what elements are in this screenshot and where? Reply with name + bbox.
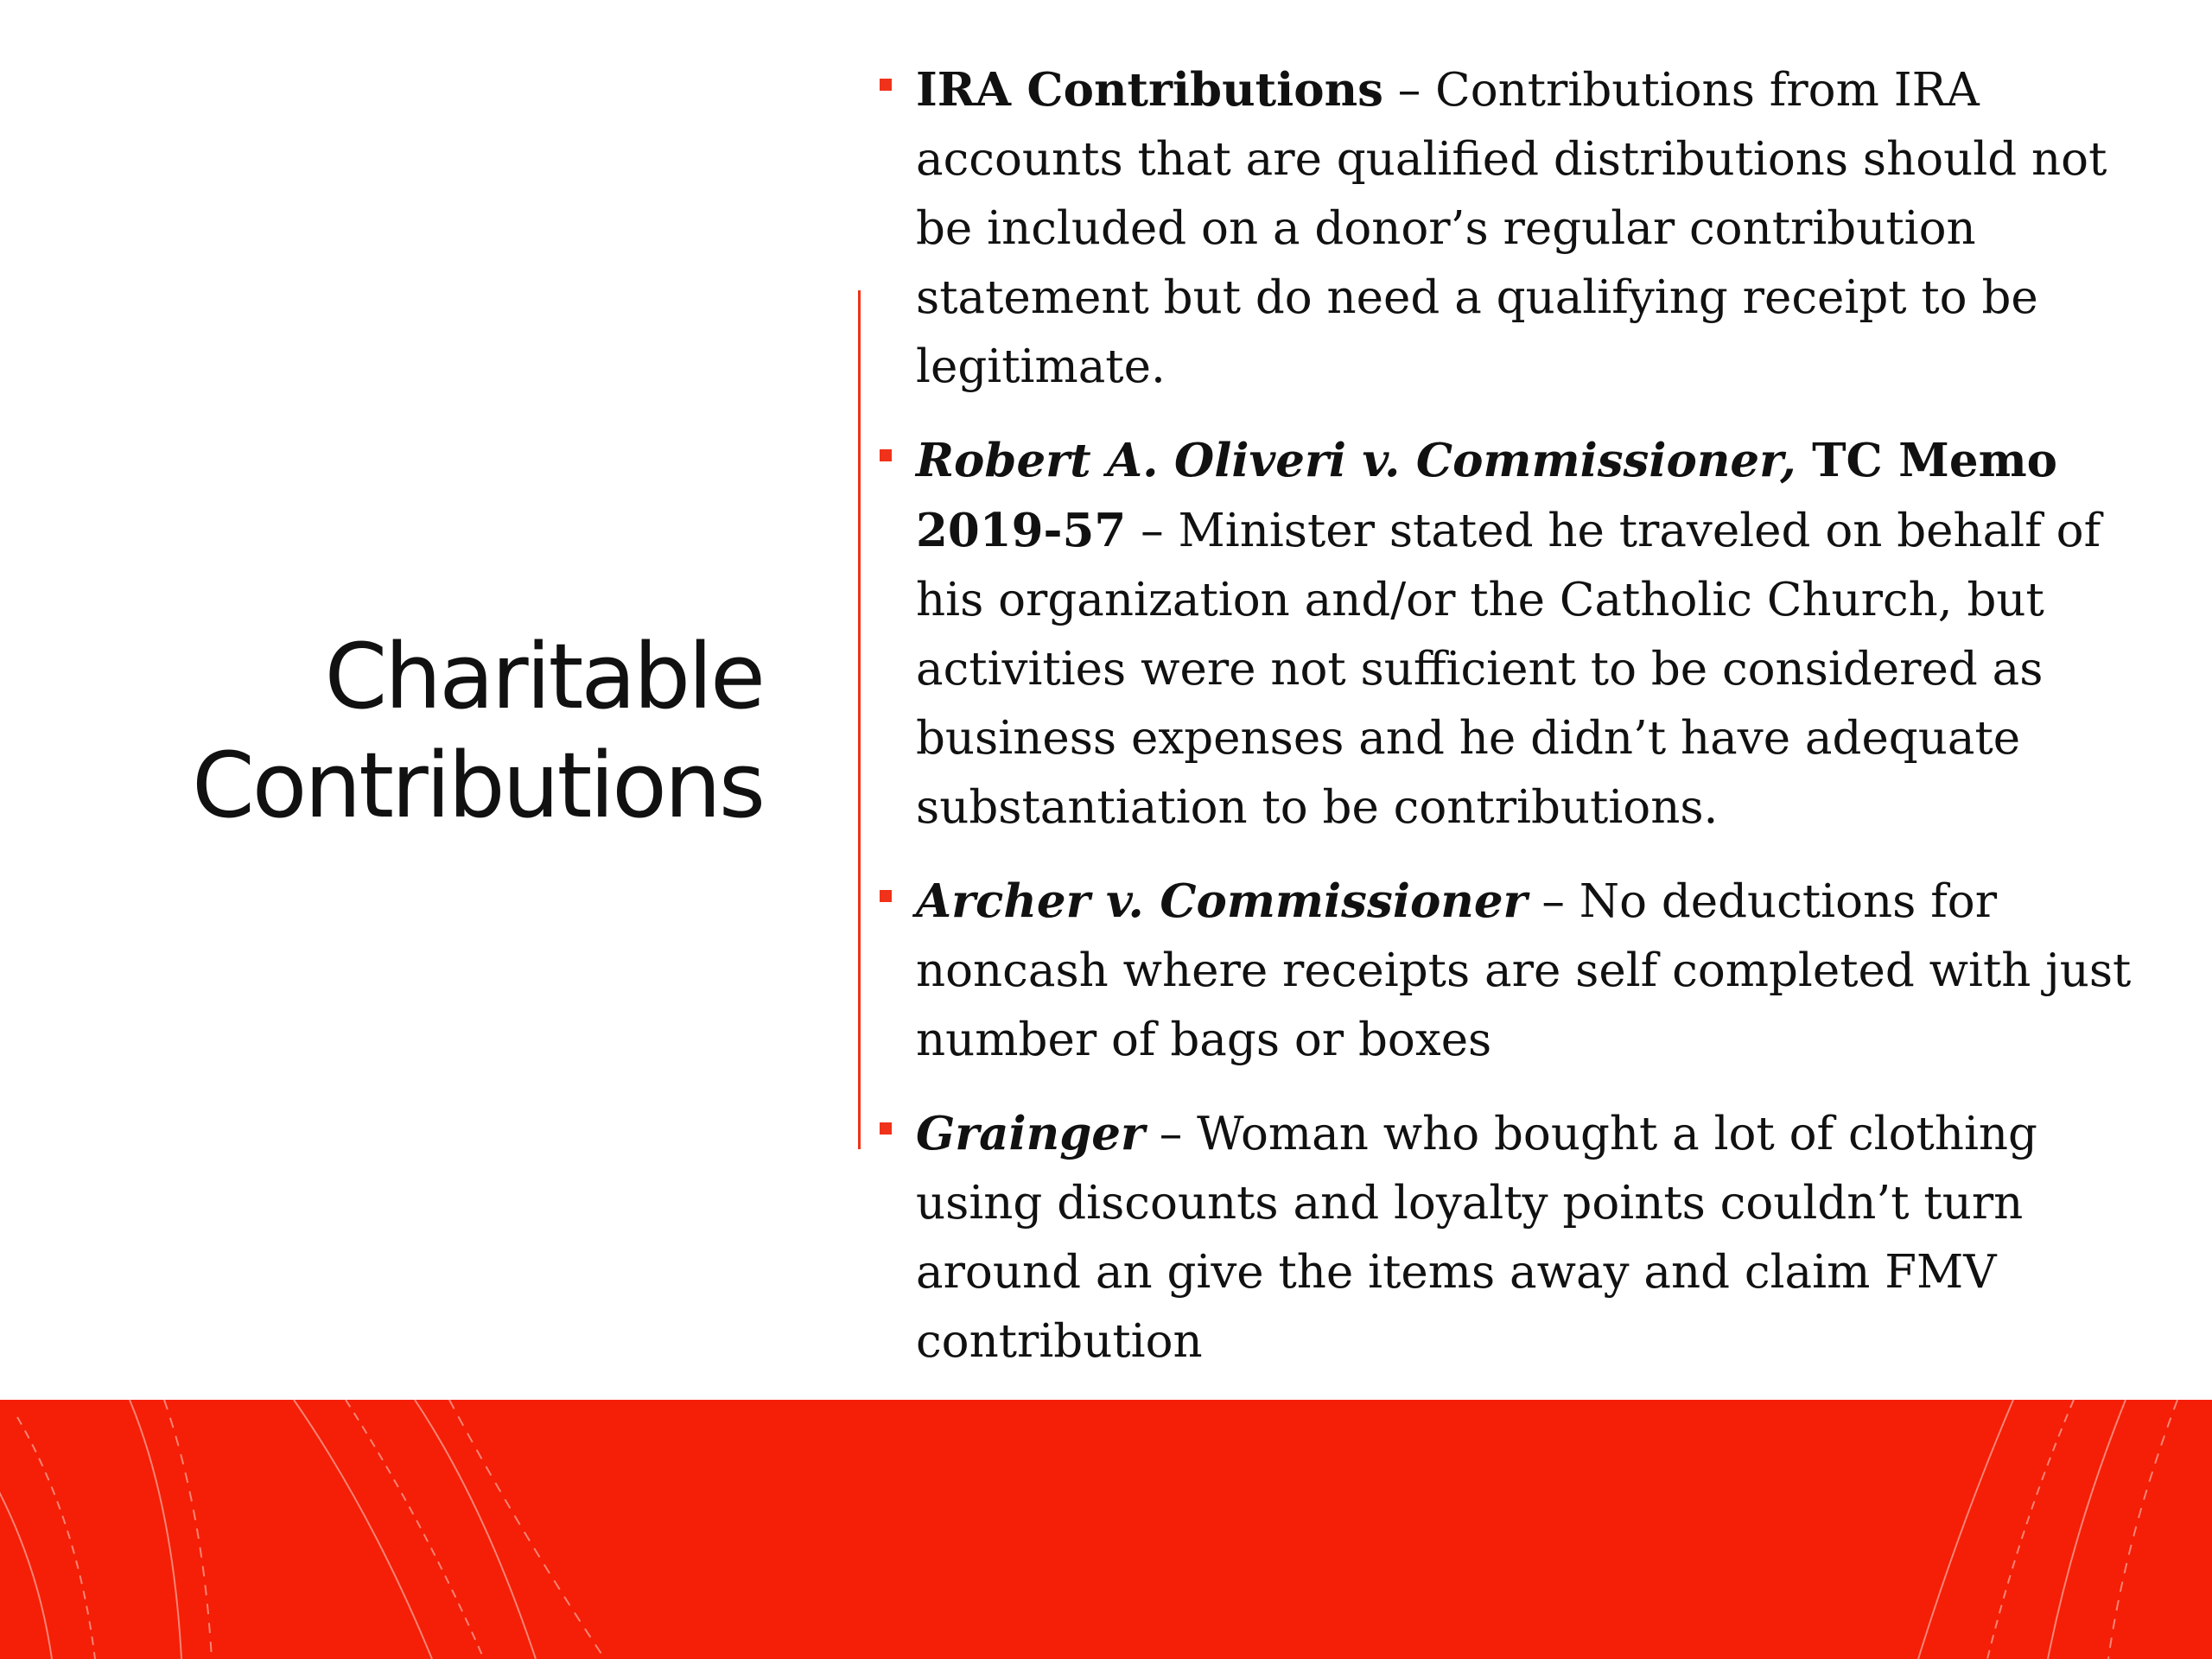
bullet-item-oliveri [880,426,2176,842]
bullet-lead: Robert A. Oliveri v. Commissioner, [916,434,1796,487]
square-bullet-icon [880,890,892,902]
slide-title-line-2: Contributions [192,733,763,838]
bullet-item-grainger [880,1099,2176,1376]
slide-title [0,622,763,840]
bullet-text: Contributions from IRA accounts that are qualified distributions should not be included on a donor’s regular contribution statement but do need a qualifying receipt to be legitimate. [916,64,2107,393]
bullet-dash: – [1144,1108,1198,1160]
square-bullet-icon [880,79,892,91]
square-bullet-icon [880,449,892,461]
slide-title-line-1: Charitable [324,624,763,729]
bullet-dash: – [1527,875,1580,928]
vertical-divider [858,290,861,1149]
square-bullet-icon [880,1122,892,1135]
bullet-lead: Archer v. Commissioner [916,874,1528,928]
footer-band [0,1400,2212,1659]
bullet-text: No deductions for noncash where receipts are self completed with just number of bags or boxes [916,875,2132,1066]
bullet-text: Woman who bought a lot of clothing using discounts and loyalty points couldn’t turn around an give the items away and claim FMV contribution [916,1108,2037,1368]
bullet-text: Minister stated he traveled on behalf of his organization and/or the Catholic Church, but activities were not sufficient to be considered as business expenses and he didn’t have adequate substantiation to be contributions. [916,505,2101,834]
bullet-item-ira-contributions [880,55,2176,402]
bullet-dash: – [1382,64,1436,117]
bullet-lead-suffix: TC Memo 2019-57 [916,434,2057,557]
bullet-lead: IRA Contributions [916,63,1383,117]
bullet-item-archer [880,867,2176,1075]
bullet-list [880,55,2176,1401]
decorative-arc-lines [0,1400,2212,1659]
bullet-dash: – [1126,505,1179,557]
bullet-lead: Grainger [916,1107,1145,1160]
